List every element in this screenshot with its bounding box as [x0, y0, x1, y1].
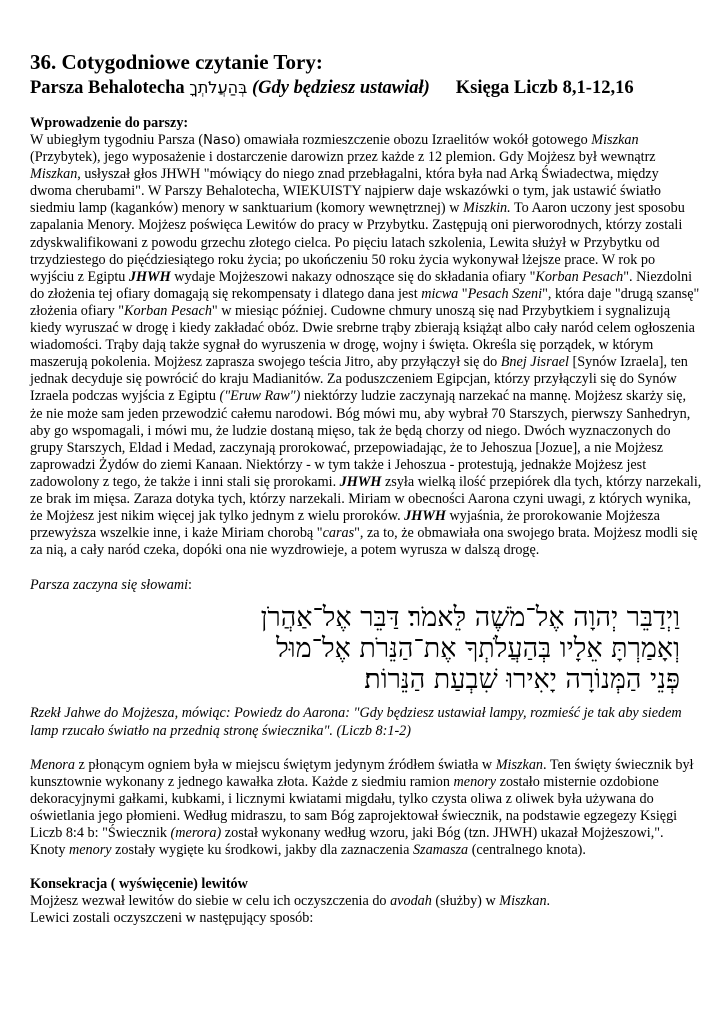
- hebrew-verse-line: פְּנֵי הַמְּנוֹרָה יָאִירוּ שִׁבְעַת הַנֵּרוֹת׃: [364, 664, 680, 696]
- intro-paragraph: W ubiegłym tygodniu Parsza (Naso) omawiała rozmieszczenie obozu Izraelitów wokół gotowego Miszkan (Przybytek), jego wyposażenie i dostarczenie darowizn przez każde z 12 plemion. Gdy Mojżesz był wewnątrz Miszkan, usłyszał głos JHWH "mówiący do niego znad przebłagalni, która była nad Arką Świadectwa, między dwoma cherubami". W Parszy Behalotecha, WIEKUISTY najpierw daje wskazówki o tym, jak ustawić światło siedmiu lamp (kaganków) menory w sanktuarium (komory wewnętrznej) w Miszkin. To Aaron uczony jest sposobu zapalania Menory. Mojżesz poświęca Lewitów do pracy w Przybytku. Zastępują oni pierworodnych, którzy zostali zdyskwalifikowani z powodu grzechu złotego cielca. Po pięciu latach szkolenia, Lewita służył w Przybytku od trzydziestego do pięćdziesiątego roku życia; po ukończeniu 50 roku życia wykonywał lżejsze prace. W rok po wyjściu z Egiptu JHWH wydaje Mojżeszowi nakazy odnoszące się do składania ofiary "Korban Pesach". Niezdolni do złożenia tej ofiary domagają się rekompensaty i dlatego dana jest micwa "Pesach Szeni", która daje "drugą szansę" złożenia ofiary "Korban Pesach" w miesiąc później. Cudowne chmury unoszą się nad Przybytkiem i sygnalizują kiedy wyruszać w drogę i kiedy zakładać obóz. Dwie srebrne trąby zbierają książąt albo cały naród celem ogłoszenia wiadomości. Trąby dają także sygnał do wyruszenia w drogę, wojny i święta. Określa się porządek, w którym maszerują pokolenia. Mojżesz zaprasza swojego teścia Jitro, aby przyłączył się do Bnej Jisrael [Synów Izraela], ten jednak decyduje się powrócić do kraju Madianitów. Za poduszczeniem Egipcjan, którzy przyłączyli się do Synów Izraela podczas wyjścia z Egiptu ("Eruw Raw") niektórzy ludzie zaczynają narzekać na mannę. Mojżesz skarży się, że nie może sam jeden przewodzić całemu narodowi. Bóg mówi mu, aby wybrał 70 Starszych, pierwszy Sanhedryn, aby go wspomagali, i mówi mu, że ludzie dostaną mięso, tak że będą chorzy od niego. Dwóch wyznaczonych do grupy Starszych, Eldad i Medad, zaczynają prorokować, przepowiadając, że to Jehoszua [Jozue], a nie Mojżesz zaprowadzi Żydów do ziemi Kanaan. Niektórzy - w tym także i Jehoszua - protestują, jednakże Mojżesz jest zadowolony z tego, że także i inni stali się prorokami. JHWH zsyła wielką ilość przepiórek dla tych, którzy narzekali, ze brak im mięsa. Zaraza dotyka tych, którzy narzekali. Miriam w obecności Aarona czyni uwagi, z których wynika, że Mojżesz jest nikim więcej jak tylko jednym z wielu proroków. JHWH wyjaśnia, że prorokowanie Mojżesza przewyższa wszelkie inne, i każe Miriam chorobą "caras", za to, że obmawiała ona swojego brata. Mojżesz modli się za nią, a cały naród czeka, dopóki ona nie wyzdrowieje, a potem wyrusza w dalszą drogę.: [30, 132, 702, 559]
- intro-section: [30, 115, 702, 559]
- hebrew-verse-line: וְאָמַרְתָּ אֵלָיו בְּהַעֲלֹתְךָ אֶת־הַנֵּרֹת אֶל־מוּל: [276, 633, 680, 665]
- parsha-subtitle: [30, 77, 702, 99]
- consecration-heading: Konsekracja ( wyświęcenie) lewitów: [30, 876, 248, 893]
- verse-translation: Rzekł Jahwe do Mojżesza, mówiąc: Powiedz do Aarona: "Gdy będziesz ustawiał lampy, rozmieść je tak aby siedem lamp rzucało światło na przednią stronę świecznika". (Liczb 8:1-2): [30, 705, 682, 739]
- page-title: 36. Cotygodniowe czytanie Tory:: [30, 50, 323, 74]
- parsha-hebrew-name: בְּהַעֲלֹתְךָ: [189, 78, 248, 97]
- hebrew-verse: [30, 602, 702, 695]
- parsha-translation: (Gdy będziesz ustawiał): [251, 78, 430, 98]
- book-reference: Księga Liczb 8,1-12,16: [455, 78, 634, 98]
- parsha-name: Parsza Behalotecha: [30, 78, 185, 98]
- document-page: [30, 50, 702, 927]
- menora-paragraph: Menora z płonącym ogniem była w miejscu świętym jedynym źródłem światła w Miszkan. Ten święty świecznik był kunsztownie wykonany z jednego kawałka złota. Każde z siedmiu ramion menory zostało misternie ozdobione dekoracyjnymi gałkami, kubkami, i licznymi kwiatami migdału, tylko czysta oliwa z oliwek była używana do oświetlania jego płomieni. Według midraszu, to sam Bóg zaprojektował świecznik, na podstawie egzegezy Księgi Liczb 8:4 b: "Świecznik (merora) został wykonany według wzoru, jaki Bóg (tzn. JHWH) ukazał Mojżeszowi,". Knoty menory zostały wygięte ku środkowi, jakby dla zaznaczenia Szamasza (centralnego knota).: [30, 756, 694, 859]
- hebrew-verse-line: וַיְדַבֵּר יְהוָה אֶל־מֹשֶׁה לֵּאמֹר׃ דַּבֵּר אֶל־אַהֲרֹן: [260, 602, 680, 634]
- parsha-begins-label: Parsza zaczyna się słowami:: [30, 577, 192, 594]
- intro-heading: Wprowadzenie do parszy:: [30, 115, 189, 131]
- consecration-paragraph: Mojżesz wezwał lewitów do siebie w celu ich oczyszczenia do avodah (służby) w Miszkan. Lewici zostali oczyszczeni w następujący sposób:: [30, 893, 551, 927]
